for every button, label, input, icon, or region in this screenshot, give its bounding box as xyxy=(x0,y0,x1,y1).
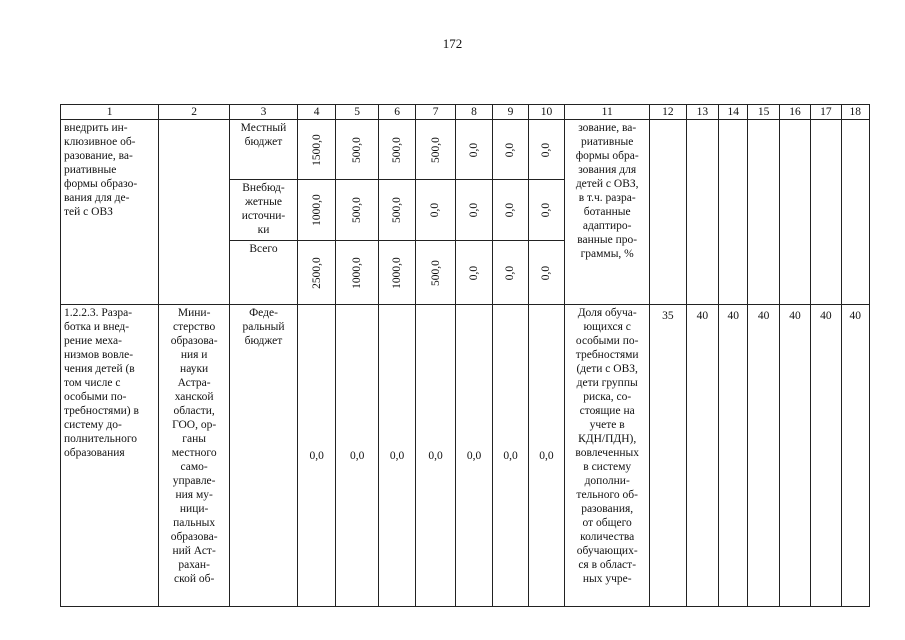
text-line: жетные xyxy=(245,196,282,209)
column-number: 13 xyxy=(686,105,718,120)
indicator-cell xyxy=(565,120,650,305)
text-line: 1.2.2.3. Разра- xyxy=(64,307,133,320)
text-line: стоящие на xyxy=(579,405,635,418)
amount-cell: 2500,0 xyxy=(297,241,335,305)
text-line: от общего xyxy=(582,517,632,530)
amount-cell: 500,0 xyxy=(336,120,379,180)
text-line: учете в xyxy=(589,419,625,432)
text-line: разования, xyxy=(581,503,634,516)
amount-cell: 1000,0 xyxy=(336,241,379,305)
text-line: риативные xyxy=(581,136,634,149)
column-number: 11 xyxy=(565,105,650,120)
text-line: местного xyxy=(171,447,217,460)
source-cell xyxy=(230,241,298,305)
text-line: рахан- xyxy=(178,559,210,572)
amount-cell: 500,0 xyxy=(416,120,455,180)
executor-cell xyxy=(159,305,230,607)
target-cell xyxy=(686,120,718,305)
text-line: источни- xyxy=(241,210,286,223)
text-line: ници- xyxy=(179,503,209,516)
header-row xyxy=(61,105,870,120)
text-line: ганы xyxy=(182,433,206,446)
text-line: детей с ОВЗ, xyxy=(575,178,639,191)
column-number: 17 xyxy=(811,105,841,120)
text-line: зование, ва- xyxy=(578,122,637,135)
amount-cell: 0,0 xyxy=(336,305,379,607)
text-line: ния и xyxy=(180,349,208,362)
column-number: 8 xyxy=(455,105,492,120)
table-row xyxy=(61,305,870,607)
text-line: Местный xyxy=(240,122,287,135)
executor-cell xyxy=(159,120,230,305)
column-number: 12 xyxy=(650,105,686,120)
target-cell: 40 xyxy=(779,305,810,607)
text-line: количества xyxy=(580,531,635,544)
text-line: в систему xyxy=(583,461,632,474)
column-number: 15 xyxy=(748,105,779,120)
text-line: Феде- xyxy=(249,307,278,320)
text-line: образования xyxy=(64,447,125,460)
target-cell xyxy=(748,120,779,305)
column-number: 7 xyxy=(416,105,455,120)
source-cell xyxy=(230,180,298,241)
amount-cell: 0,0 xyxy=(493,120,528,180)
text-line: КДН/ПДН), xyxy=(578,433,637,446)
text-line: зования для xyxy=(578,164,637,177)
text-line: (дети с ОВЗ, xyxy=(576,363,638,376)
text-line: бюджет xyxy=(244,335,283,348)
target-cell xyxy=(719,120,748,305)
text-line: ГОО, ор- xyxy=(172,419,217,432)
column-number: 9 xyxy=(493,105,528,120)
text-line: образова- xyxy=(170,335,218,348)
column-number: 5 xyxy=(336,105,379,120)
text-line: науки xyxy=(180,363,209,376)
text-line: ных учре- xyxy=(582,573,632,586)
text-line: ханской xyxy=(174,391,214,404)
text-line: образова- xyxy=(170,531,218,544)
target-cell: 40 xyxy=(686,305,718,607)
text-line: низмов вовле- xyxy=(64,349,134,362)
text-line: граммы, % xyxy=(580,248,634,261)
target-cell xyxy=(779,120,810,305)
text-line: обучающих- xyxy=(576,545,638,558)
column-number: 10 xyxy=(528,105,564,120)
text-line: пальных xyxy=(173,517,216,530)
target-cell: 40 xyxy=(841,305,869,607)
text-line: ботанные xyxy=(583,206,631,219)
text-line: особыми по- xyxy=(64,391,127,404)
amount-cell: 1000,0 xyxy=(297,180,335,241)
text-line: вания для де- xyxy=(64,192,130,205)
text-line: риска, со- xyxy=(583,391,632,404)
amount-cell: 0,0 xyxy=(378,305,415,607)
text-line: риативные xyxy=(64,164,117,177)
text-line: ки xyxy=(257,224,270,237)
column-number: 3 xyxy=(230,105,298,120)
target-cell: 40 xyxy=(748,305,779,607)
column-number: 2 xyxy=(159,105,230,120)
text-line: внедрить ин- xyxy=(64,122,128,135)
amount-cell: 0,0 xyxy=(416,180,455,241)
text-line: Всего xyxy=(249,243,278,256)
page-number: 172 xyxy=(442,36,463,51)
measure-cell xyxy=(61,120,159,305)
amount-cell: 0,0 xyxy=(528,241,564,305)
text-line: дети группы xyxy=(576,377,638,390)
text-line: само- xyxy=(180,461,208,474)
table-row xyxy=(61,120,870,180)
text-line: вовлеченных xyxy=(575,447,639,460)
text-line: ний Аст- xyxy=(172,545,216,558)
text-line: стерство xyxy=(173,321,216,334)
text-line: Доля обуча- xyxy=(577,307,637,320)
column-number: 14 xyxy=(719,105,748,120)
program-table xyxy=(60,104,870,607)
amount-cell: 1500,0 xyxy=(297,120,335,180)
text-line: ния му- xyxy=(175,489,213,502)
amount-cell: 1000,0 xyxy=(378,241,415,305)
text-line: разование, ва- xyxy=(64,150,133,163)
text-line: ся в област- xyxy=(578,559,637,572)
text-line: чения детей (в xyxy=(64,363,135,376)
amount-cell: 500,0 xyxy=(378,120,415,180)
target-cell xyxy=(841,120,869,305)
text-line: рение меха- xyxy=(64,335,122,348)
text-line: требностями) в xyxy=(64,405,139,418)
text-line: полнительного xyxy=(64,433,137,446)
text-line: формы образо- xyxy=(64,178,138,191)
text-line: ющихся с xyxy=(583,321,631,334)
target-cell xyxy=(811,120,841,305)
text-line: ванные про- xyxy=(577,234,638,247)
text-line: области, xyxy=(173,405,215,418)
column-number: 18 xyxy=(841,105,869,120)
amount-cell: 500,0 xyxy=(378,180,415,241)
amount-cell: 0,0 xyxy=(416,305,455,607)
amount-cell: 0,0 xyxy=(493,241,528,305)
text-line: требностями xyxy=(575,349,639,362)
text-line: адаптиро- xyxy=(582,220,632,233)
amount-cell: 0,0 xyxy=(297,305,335,607)
column-number: 1 xyxy=(61,105,159,120)
text-line: Внебюд- xyxy=(242,182,285,195)
text-line: дополни- xyxy=(584,475,630,488)
text-line: том числе с xyxy=(64,377,121,390)
target-cell: 40 xyxy=(719,305,748,607)
text-line: управле- xyxy=(172,475,216,488)
text-line: клюзивное об- xyxy=(64,136,136,149)
text-line: Астра- xyxy=(177,377,211,390)
target-cell xyxy=(650,120,686,305)
amount-cell: 500,0 xyxy=(416,241,455,305)
text-line: Мини- xyxy=(177,307,211,320)
text-line: особыми по- xyxy=(575,335,639,348)
amount-cell: 0,0 xyxy=(528,180,564,241)
text-line: формы обра- xyxy=(575,150,639,163)
text-line: в т.ч. разра- xyxy=(578,192,636,205)
measure-cell xyxy=(61,305,159,607)
column-number: 16 xyxy=(779,105,810,120)
text-line: тельного об- xyxy=(576,489,638,502)
text-line: бюджет xyxy=(244,136,283,149)
source-cell xyxy=(230,305,298,607)
amount-cell: 0,0 xyxy=(455,120,492,180)
amount-cell: 0,0 xyxy=(528,120,564,180)
target-cell: 40 xyxy=(811,305,841,607)
amount-cell: 0,0 xyxy=(528,305,564,607)
target-cell: 35 xyxy=(650,305,686,607)
text-line: систему до- xyxy=(64,419,122,432)
indicator-cell xyxy=(565,305,650,607)
amount-cell: 0,0 xyxy=(455,180,492,241)
source-cell xyxy=(230,120,298,180)
amount-cell: 0,0 xyxy=(493,305,528,607)
amount-cell: 0,0 xyxy=(455,305,492,607)
amount-cell: 500,0 xyxy=(336,180,379,241)
text-line: ботка и внед- xyxy=(64,321,130,334)
text-line: тей с ОВЗ xyxy=(64,206,113,219)
amount-cell: 0,0 xyxy=(455,241,492,305)
text-line: ральный xyxy=(242,321,285,334)
column-number: 4 xyxy=(297,105,335,120)
column-number: 6 xyxy=(378,105,415,120)
text-line: ской об- xyxy=(173,573,215,586)
amount-cell: 0,0 xyxy=(493,180,528,241)
